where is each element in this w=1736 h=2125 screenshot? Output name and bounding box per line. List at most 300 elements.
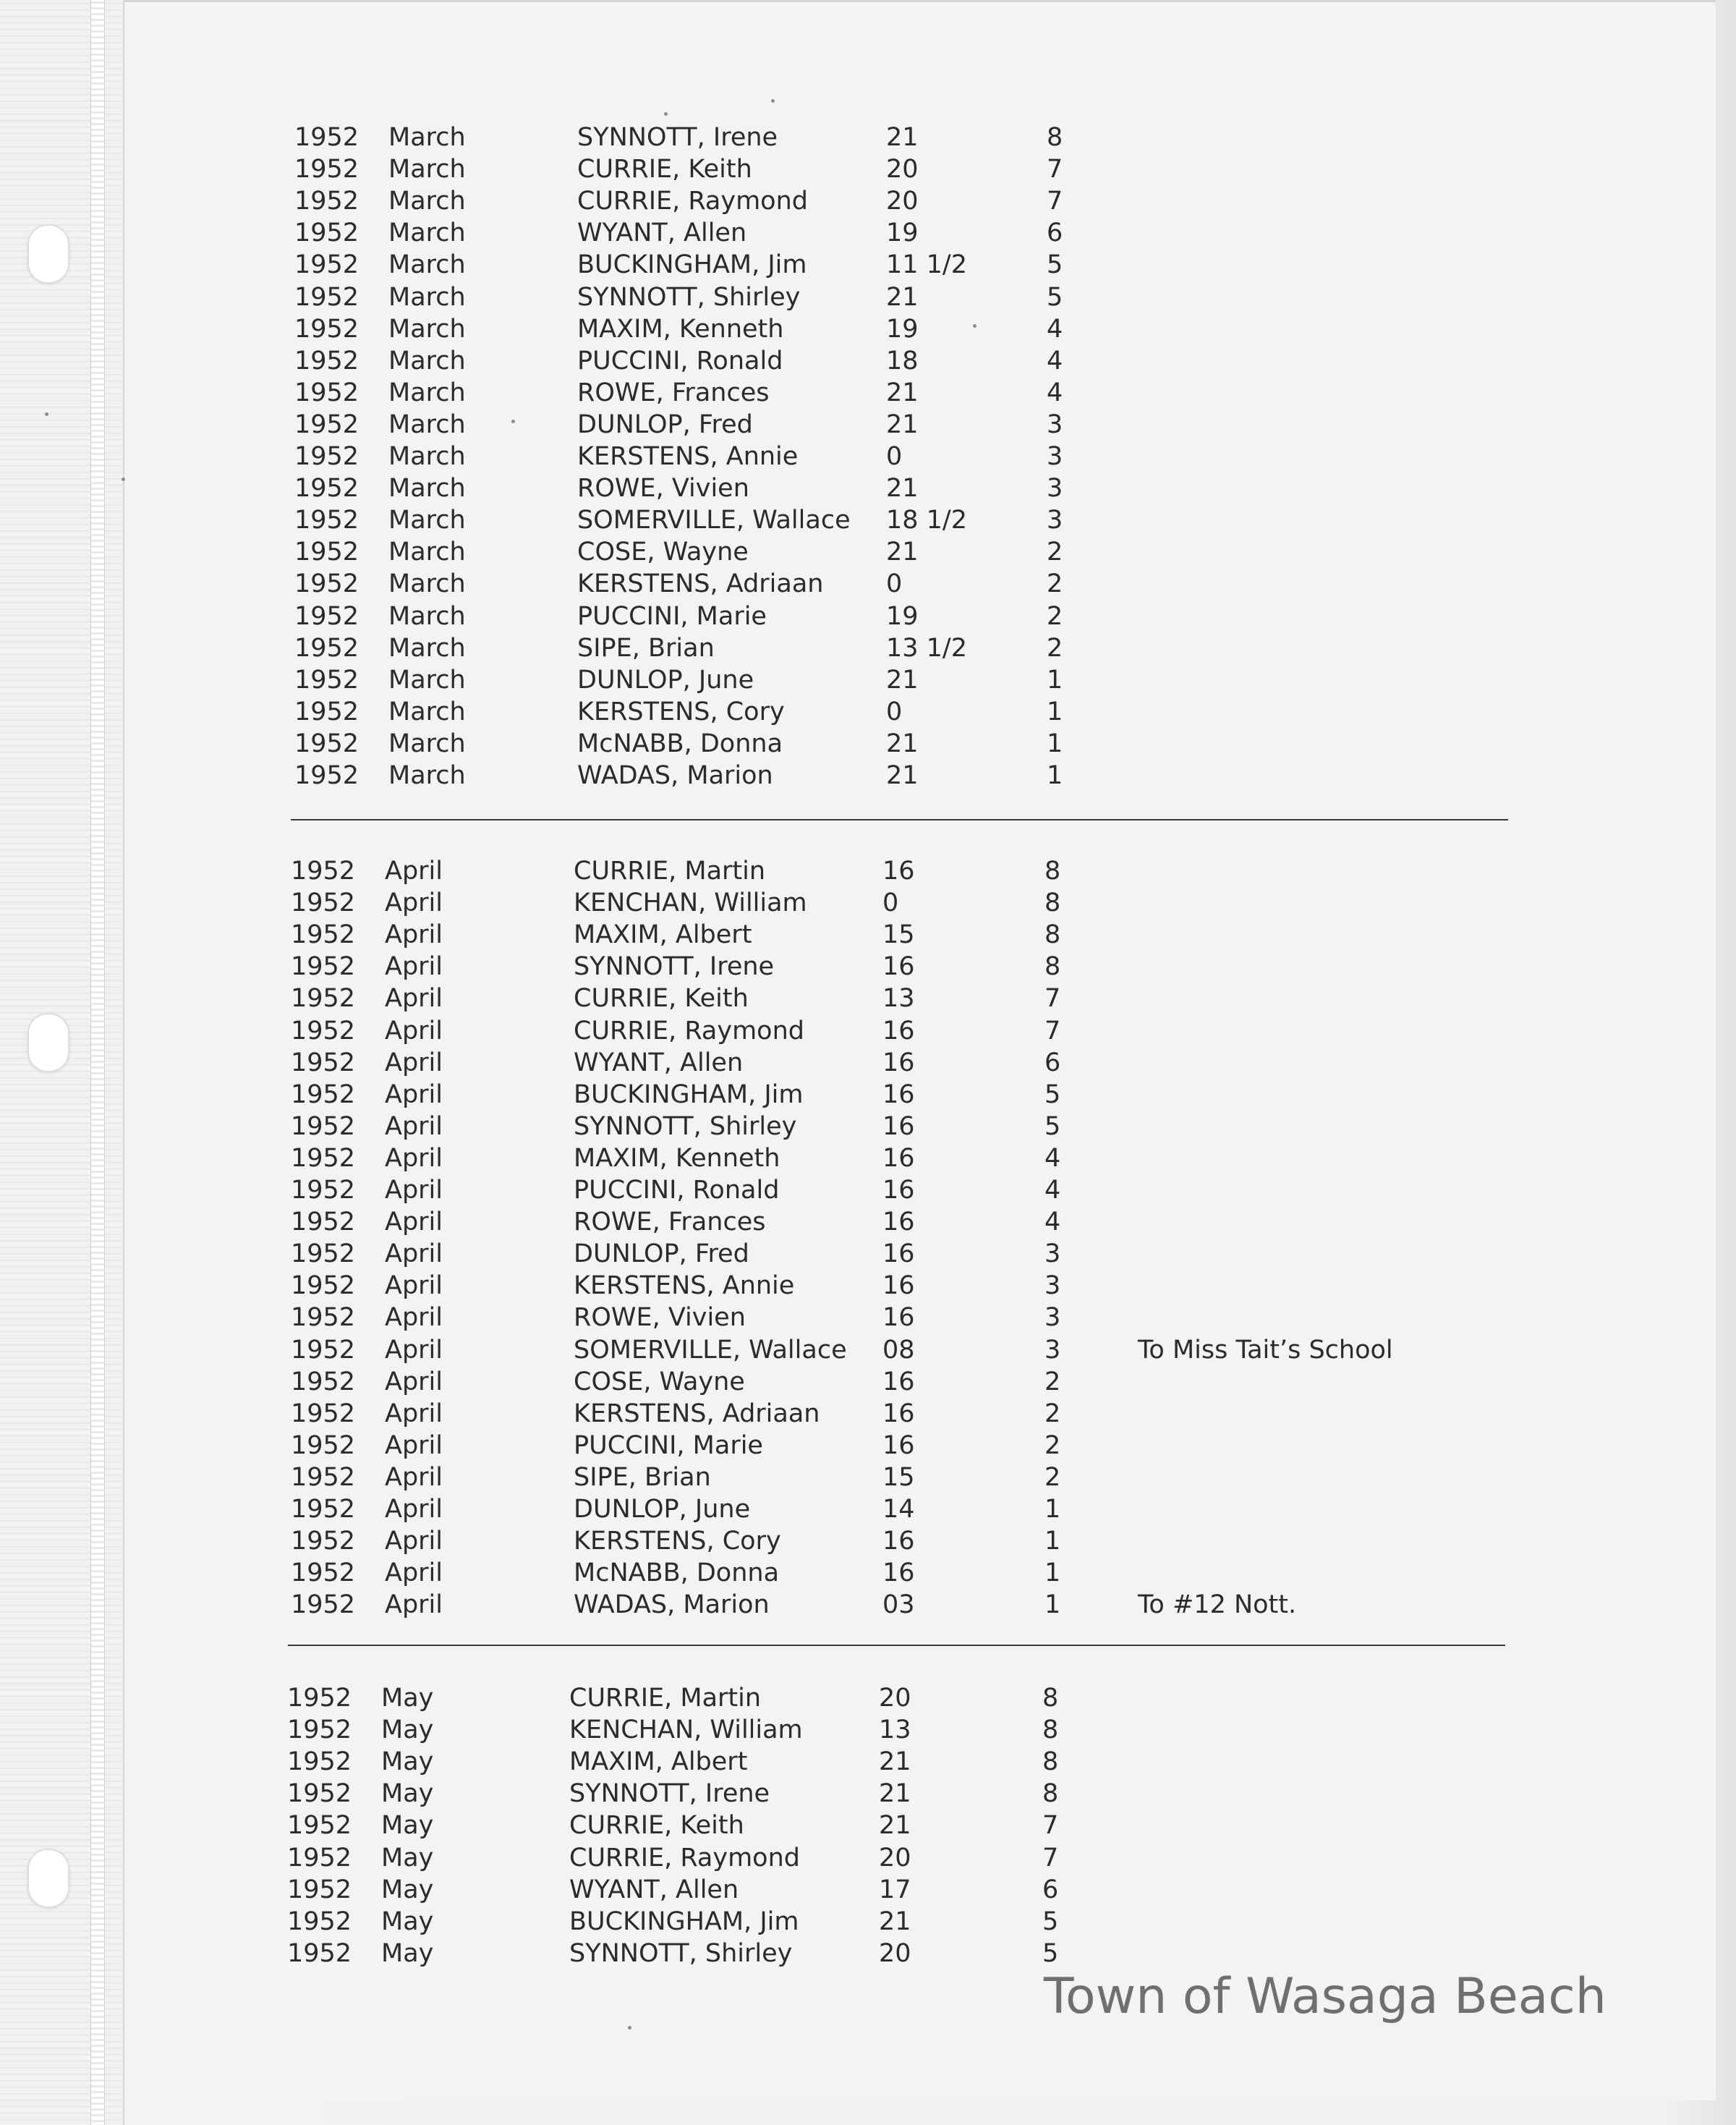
student-name-cell: CURRIE, Martin [569, 1684, 762, 1713]
month-cell: May [381, 1875, 434, 1904]
year-cell: 1952 [291, 1016, 356, 1045]
days-attended-cell: 16 [882, 1239, 915, 1269]
grade-cell: 2 [1047, 538, 1063, 567]
month-cell: April [385, 984, 443, 1014]
student-name-cell: SYNNOTT, Irene [577, 123, 778, 152]
month-cell: March [388, 601, 466, 631]
year-cell: 1952 [294, 314, 359, 344]
record-row [0, 1778, 1736, 1810]
month-cell: May [381, 1811, 434, 1841]
days-attended-cell: 0 [886, 569, 903, 599]
month-cell: April [385, 1399, 443, 1428]
grade-cell: 8 [1044, 920, 1061, 950]
month-cell: April [385, 1208, 443, 1237]
student-name-cell: SYNNOTT, Irene [574, 952, 775, 982]
grade-cell: 5 [1047, 282, 1063, 312]
grade-cell: 3 [1044, 1303, 1061, 1333]
record-row [0, 1302, 1736, 1333]
grade-cell: 1 [1047, 697, 1063, 726]
days-attended-cell: 13 [879, 1715, 911, 1745]
month-cell: April [385, 1176, 443, 1205]
record-row [0, 536, 1736, 568]
student-name-cell: ROWE, Vivien [577, 474, 749, 504]
month-cell: March [388, 219, 466, 248]
year-cell: 1952 [287, 1906, 352, 1936]
days-attended-cell: 16 [882, 1176, 915, 1205]
month-cell: March [388, 410, 466, 439]
days-attended-cell: 16 [882, 1016, 915, 1045]
grade-cell: 2 [1044, 1399, 1061, 1428]
town-watermark: Town of Wasaga Beach [1044, 1968, 1607, 2025]
grade-cell: 6 [1042, 1875, 1059, 1904]
student-name-cell: SOMERVILLE, Wallace [574, 1335, 847, 1365]
student-name-cell: ROWE, Frances [574, 1208, 766, 1237]
year-cell: 1952 [291, 1239, 356, 1269]
year-cell: 1952 [291, 1335, 356, 1365]
record-row [0, 1714, 1736, 1746]
student-name-cell: PUCCINI, Marie [574, 1430, 763, 1460]
month-cell: April [385, 1080, 443, 1109]
month-cell: March [388, 761, 466, 790]
student-name-cell: KERSTENS, Adriaan [577, 569, 824, 599]
record-row [0, 281, 1736, 313]
days-attended-cell: 16 [882, 1430, 915, 1460]
student-name-cell: SYNNOTT, Shirley [577, 282, 801, 312]
grade-cell: 6 [1047, 219, 1063, 248]
section-divider [291, 819, 1508, 820]
grade-cell: 3 [1047, 442, 1063, 471]
record-row [0, 313, 1736, 345]
year-cell: 1952 [294, 761, 359, 790]
record-row [0, 1270, 1736, 1302]
month-cell: March [388, 506, 466, 535]
student-name-cell: KENCHAN, William [569, 1715, 803, 1745]
grade-cell: 8 [1047, 123, 1063, 152]
record-row [0, 1525, 1736, 1557]
student-name-cell: COSE, Wayne [577, 538, 749, 567]
year-cell: 1952 [294, 665, 359, 695]
year-cell: 1952 [291, 857, 356, 886]
student-name-cell: PUCCINI, Ronald [577, 346, 783, 376]
grade-cell: 7 [1044, 1016, 1061, 1045]
record-row [0, 1142, 1736, 1174]
days-attended-cell: 20 [886, 155, 919, 184]
dust-speck [628, 2026, 631, 2029]
grade-cell: 8 [1042, 1684, 1059, 1713]
month-cell: April [385, 1558, 443, 1588]
student-name-cell: DUNLOP, Fred [577, 410, 753, 439]
record-row [0, 1810, 1736, 1841]
dust-speck [771, 99, 775, 103]
student-name-cell: COSE, Wayne [574, 1367, 745, 1396]
month-cell: April [385, 1590, 443, 1620]
record-row [0, 1334, 1736, 1366]
record-row [0, 1015, 1736, 1047]
grade-cell: 2 [1047, 569, 1063, 599]
month-cell: April [385, 1430, 443, 1460]
record-row [0, 696, 1736, 728]
student-name-cell: SOMERVILLE, Wallace [577, 506, 851, 535]
grade-cell: 1 [1047, 761, 1063, 790]
month-cell: May [381, 1747, 434, 1777]
grade-cell: 2 [1047, 601, 1063, 631]
record-row [0, 504, 1736, 536]
student-name-cell: SIPE, Brian [574, 1462, 711, 1492]
days-attended-cell: 16 [882, 1558, 915, 1588]
month-cell: March [388, 474, 466, 504]
month-cell: April [385, 952, 443, 982]
grade-cell: 5 [1042, 1906, 1059, 1936]
days-attended-cell: 16 [882, 952, 915, 982]
days-attended-cell: 11 1/2 [886, 250, 967, 280]
month-cell: March [388, 538, 466, 567]
days-attended-cell: 03 [882, 1590, 915, 1620]
days-attended-cell: 16 [882, 857, 915, 886]
month-cell: March [388, 697, 466, 726]
month-cell: May [381, 1684, 434, 1713]
student-name-cell: BUCKINGHAM, Jim [569, 1906, 799, 1936]
dust-speck [664, 112, 668, 116]
year-cell: 1952 [291, 1430, 356, 1460]
grade-cell: 3 [1044, 1335, 1061, 1365]
record-row [0, 1906, 1736, 1938]
grade-cell: 1 [1044, 1527, 1061, 1556]
grade-cell: 2 [1044, 1462, 1061, 1492]
grade-cell: 1 [1044, 1495, 1061, 1524]
grade-cell: 4 [1047, 378, 1063, 407]
year-cell: 1952 [291, 984, 356, 1014]
section-divider [288, 1645, 1505, 1646]
days-attended-cell: 15 [882, 920, 915, 950]
days-attended-cell: 21 [886, 474, 919, 504]
year-cell: 1952 [294, 506, 359, 535]
grade-cell: 6 [1044, 1048, 1061, 1077]
month-cell: March [388, 442, 466, 471]
record-row [0, 983, 1736, 1014]
record-row [0, 441, 1736, 472]
record-row [0, 1589, 1736, 1621]
student-name-cell: DUNLOP, June [574, 1495, 751, 1524]
month-cell: March [388, 729, 466, 758]
record-row [0, 1842, 1736, 1874]
month-cell: April [385, 920, 443, 950]
record-row [0, 472, 1736, 504]
student-name-cell: KERSTENS, Annie [574, 1271, 795, 1301]
record-row [0, 345, 1736, 377]
grade-cell: 8 [1042, 1779, 1059, 1809]
month-cell: April [385, 1239, 443, 1269]
year-cell: 1952 [291, 1527, 356, 1556]
year-cell: 1952 [291, 952, 356, 982]
year-cell: 1952 [294, 123, 359, 152]
days-attended-cell: 16 [882, 1303, 915, 1333]
student-name-cell: WYANT, Allen [574, 1048, 744, 1077]
days-attended-cell: 18 [886, 346, 919, 376]
grade-cell: 5 [1047, 250, 1063, 280]
note-cell: To #12 Nott. [1138, 1590, 1297, 1620]
year-cell: 1952 [287, 1811, 352, 1841]
year-cell: 1952 [291, 1462, 356, 1492]
year-cell: 1952 [287, 1843, 352, 1872]
student-name-cell: WADAS, Marion [574, 1590, 770, 1620]
year-cell: 1952 [291, 1271, 356, 1301]
month-cell: April [385, 1303, 443, 1333]
student-name-cell: KERSTENS, Cory [577, 697, 785, 726]
month-cell: May [381, 1906, 434, 1936]
student-name-cell: WYANT, Allen [577, 219, 747, 248]
year-cell: 1952 [294, 282, 359, 312]
student-name-cell: MAXIM, Kenneth [577, 314, 784, 344]
days-attended-cell: 20 [879, 1684, 911, 1713]
student-name-cell: CURRIE, Raymond [574, 1016, 804, 1045]
month-cell: March [388, 282, 466, 312]
month-cell: May [381, 1779, 434, 1809]
record-row [0, 217, 1736, 249]
year-cell: 1952 [294, 697, 359, 726]
days-attended-cell: 21 [879, 1779, 911, 1809]
grade-cell: 2 [1044, 1430, 1061, 1460]
grade-cell: 1 [1044, 1558, 1061, 1588]
days-attended-cell: 18 1/2 [886, 506, 967, 535]
student-name-cell: DUNLOP, Fred [574, 1239, 749, 1269]
days-attended-cell: 13 1/2 [886, 633, 967, 663]
days-attended-cell: 16 [882, 1399, 915, 1428]
record-row [0, 122, 1736, 153]
days-attended-cell: 16 [882, 1111, 915, 1141]
student-name-cell: WADAS, Marion [577, 761, 773, 790]
year-cell: 1952 [294, 569, 359, 599]
year-cell: 1952 [291, 920, 356, 950]
student-name-cell: MAXIM, Albert [569, 1747, 748, 1777]
record-row [0, 1366, 1736, 1398]
student-name-cell: ROWE, Vivien [574, 1303, 746, 1333]
month-cell: April [385, 1335, 443, 1365]
record-row [0, 409, 1736, 441]
grade-cell: 7 [1042, 1811, 1059, 1841]
grade-cell: 4 [1047, 314, 1063, 344]
student-name-cell: MAXIM, Albert [574, 920, 752, 950]
year-cell: 1952 [291, 1048, 356, 1077]
grade-cell: 3 [1047, 474, 1063, 504]
student-name-cell: CURRIE, Raymond [577, 187, 808, 216]
days-attended-cell: 16 [882, 1208, 915, 1237]
year-cell: 1952 [291, 1399, 356, 1428]
month-cell: March [388, 314, 466, 344]
grade-cell: 1 [1044, 1590, 1061, 1620]
year-cell: 1952 [294, 410, 359, 439]
student-name-cell: McNABB, Donna [574, 1558, 780, 1588]
grade-cell: 5 [1042, 1938, 1059, 1968]
month-cell: April [385, 1462, 443, 1492]
year-cell: 1952 [294, 633, 359, 663]
year-cell: 1952 [291, 1080, 356, 1109]
year-cell: 1952 [291, 1558, 356, 1588]
record-row [0, 1079, 1736, 1111]
student-name-cell: CURRIE, Raymond [569, 1843, 800, 1872]
grade-cell: 4 [1044, 1176, 1061, 1205]
student-name-cell: CURRIE, Keith [577, 155, 752, 184]
record-row [0, 1111, 1736, 1142]
days-attended-cell: 16 [882, 1143, 915, 1173]
days-attended-cell: 17 [879, 1875, 911, 1904]
student-name-cell: KERSTENS, Annie [577, 442, 799, 471]
days-attended-cell: 16 [882, 1048, 915, 1077]
days-attended-cell: 21 [879, 1811, 911, 1841]
year-cell: 1952 [287, 1747, 352, 1777]
student-name-cell: KERSTENS, Cory [574, 1527, 781, 1556]
days-attended-cell: 21 [886, 538, 919, 567]
month-cell: April [385, 1016, 443, 1045]
year-cell: 1952 [287, 1779, 352, 1809]
record-row [0, 664, 1736, 696]
month-cell: April [385, 1495, 443, 1524]
student-name-cell: SYNNOTT, Shirley [574, 1111, 797, 1141]
month-cell: April [385, 1527, 443, 1556]
record-row [0, 1430, 1736, 1462]
record-row [0, 377, 1736, 409]
student-name-cell: SYNNOTT, Shirley [569, 1938, 793, 1968]
year-cell: 1952 [294, 378, 359, 407]
year-cell: 1952 [294, 474, 359, 504]
month-cell: April [385, 1367, 443, 1396]
grade-cell: 2 [1047, 633, 1063, 663]
days-attended-cell: 0 [886, 697, 903, 726]
year-cell: 1952 [294, 601, 359, 631]
year-cell: 1952 [291, 1590, 356, 1620]
grade-cell: 1 [1047, 729, 1063, 758]
days-attended-cell: 20 [879, 1938, 911, 1968]
year-cell: 1952 [291, 1495, 356, 1524]
days-attended-cell: 15 [882, 1462, 915, 1492]
note-cell: To Miss Tait’s School [1138, 1335, 1393, 1365]
month-cell: March [388, 665, 466, 695]
record-row [0, 919, 1736, 951]
days-attended-cell: 19 [886, 601, 919, 631]
record-row [0, 855, 1736, 887]
grade-cell: 7 [1047, 187, 1063, 216]
year-cell: 1952 [294, 187, 359, 216]
grade-cell: 7 [1047, 155, 1063, 184]
student-name-cell: PUCCINI, Ronald [574, 1176, 780, 1205]
grade-cell: 4 [1044, 1143, 1061, 1173]
grade-cell: 8 [1042, 1747, 1059, 1777]
grade-cell: 3 [1047, 506, 1063, 535]
year-cell: 1952 [291, 1111, 356, 1141]
year-cell: 1952 [294, 346, 359, 376]
days-attended-cell: 0 [886, 442, 903, 471]
year-cell: 1952 [294, 219, 359, 248]
year-cell: 1952 [291, 888, 356, 918]
days-attended-cell: 21 [886, 665, 919, 695]
record-row [0, 601, 1736, 632]
student-name-cell: BUCKINGHAM, Jim [577, 250, 807, 280]
days-attended-cell: 13 [882, 984, 915, 1014]
days-attended-cell: 16 [882, 1527, 915, 1556]
grade-cell: 3 [1044, 1271, 1061, 1301]
record-row [0, 1398, 1736, 1430]
grade-cell: 3 [1044, 1239, 1061, 1269]
student-name-cell: PUCCINI, Marie [577, 601, 767, 631]
record-row [0, 1462, 1736, 1493]
grade-cell: 4 [1044, 1208, 1061, 1237]
days-attended-cell: 21 [886, 761, 919, 790]
days-attended-cell: 16 [882, 1080, 915, 1109]
days-attended-cell: 21 [886, 378, 919, 407]
record-row [0, 1238, 1736, 1270]
grade-cell: 4 [1047, 346, 1063, 376]
record-row [0, 1174, 1736, 1206]
student-name-cell: CURRIE, Keith [574, 984, 749, 1014]
record-row [0, 887, 1736, 919]
record-row [0, 1682, 1736, 1714]
month-cell: April [385, 1143, 443, 1173]
days-attended-cell: 0 [882, 888, 899, 918]
record-row [0, 728, 1736, 760]
grade-cell: 8 [1044, 888, 1061, 918]
grade-cell: 5 [1044, 1111, 1061, 1141]
year-cell: 1952 [291, 1303, 356, 1333]
record-row [0, 1047, 1736, 1079]
record-row [0, 1557, 1736, 1589]
year-cell: 1952 [287, 1938, 352, 1968]
month-cell: May [381, 1843, 434, 1872]
record-row [0, 568, 1736, 600]
year-cell: 1952 [294, 538, 359, 567]
month-cell: March [388, 250, 466, 280]
year-cell: 1952 [294, 442, 359, 471]
student-name-cell: SIPE, Brian [577, 633, 715, 663]
record-row [0, 249, 1736, 281]
student-name-cell: MAXIM, Kenneth [574, 1143, 780, 1173]
year-cell: 1952 [291, 1367, 356, 1396]
year-cell: 1952 [294, 250, 359, 280]
days-attended-cell: 21 [886, 410, 919, 439]
grade-cell: 8 [1044, 952, 1061, 982]
days-attended-cell: 14 [882, 1495, 915, 1524]
student-name-cell: McNABB, Donna [577, 729, 783, 758]
grade-cell: 8 [1042, 1715, 1059, 1745]
month-cell: April [385, 1271, 443, 1301]
days-attended-cell: 20 [879, 1843, 911, 1872]
grade-cell: 3 [1047, 410, 1063, 439]
record-row [0, 153, 1736, 185]
record-row [0, 1493, 1736, 1525]
days-attended-cell: 19 [886, 219, 919, 248]
month-cell: May [381, 1715, 434, 1745]
record-row [0, 1874, 1736, 1906]
student-name-cell: WYANT, Allen [569, 1875, 739, 1904]
days-attended-cell: 16 [882, 1271, 915, 1301]
month-cell: March [388, 378, 466, 407]
month-cell: March [388, 123, 466, 152]
days-attended-cell: 19 [886, 314, 919, 344]
year-cell: 1952 [291, 1143, 356, 1173]
year-cell: 1952 [294, 729, 359, 758]
student-name-cell: CURRIE, Martin [574, 857, 766, 886]
year-cell: 1952 [294, 155, 359, 184]
days-attended-cell: 21 [886, 123, 919, 152]
month-cell: March [388, 346, 466, 376]
year-cell: 1952 [287, 1715, 352, 1745]
student-name-cell: CURRIE, Keith [569, 1811, 744, 1841]
month-cell: March [388, 155, 466, 184]
month-cell: May [381, 1938, 434, 1968]
month-cell: March [388, 187, 466, 216]
month-cell: April [385, 1111, 443, 1141]
student-name-cell: ROWE, Frances [577, 378, 770, 407]
days-attended-cell: 20 [886, 187, 919, 216]
month-cell: April [385, 888, 443, 918]
